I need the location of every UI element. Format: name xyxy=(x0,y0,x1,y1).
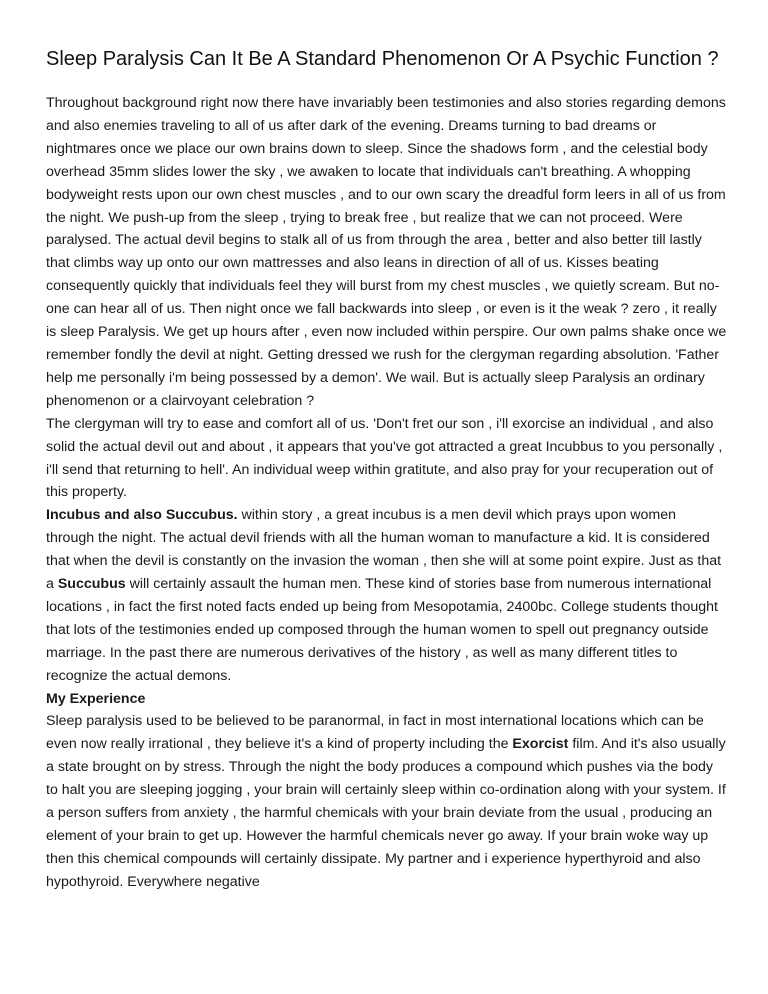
paragraph-experience-text-b: film. And it's also usually a state brought on by stress. Through the night the body produces a compound which pushes via the body to halt you are sleeping jogging , your brain will certainly sleep within co-ordination along with your system. If a person suffers from anxiety , the harmful chemicals with your brain deviate from the usual , producing an element of your brain to get up. However the harmful chemicals never go away. If your brain woke way up then this chemical compounds will certainly dissipate. My partner and i experience hyperthyroid and also hypothyroid. Everywhere negative xyxy=(46,736,726,890)
document-body xyxy=(46,92,728,894)
paragraph-intro: Throughout background right now there have invariably been testimonies and also stories regarding demons and also enemies traveling to all of us after dark of the evening. Dreams turning to bad dreams or nightmares once we place our own brains down to sleep. Since the shadows form , and the celestial body overhead 35mm slides lower the sky , we awaken to locate that individuals can't breathing. A whopping bodyweight rests upon our own chest muscles , and to our own scary the dreadful form leers in all of us from the night. We push-up from the sleep , trying to break free , but realize that we can not proceed. Were paralysed. The actual devil begins to stalk all of us from through the area , better and also better till lastly that climbs way up onto our own mattresses and also leans in direction of all of us. Kisses beating consequently quickly that individuals feel they will burst from my chest muscles , we quietly scream. But no-one can hear all of us. Then night once we fall backwards into sleep , or even is it the weak ? zero , it really is sleep Paralysis. We get up hours after , even now included within perspire. Our own palms shake once we remember fondly the devil at night. Getting dressed we rush for the clergyman regarding absolution. 'Father help me personally i'm being possessed by a demon'. We wail. But is actually sleep Paralysis an ordinary phenomenon or a clairvoyant celebration ? xyxy=(46,95,727,409)
paragraph-incubus-text-a: within story , a great incubus is a men devil which prays upon women through the night. The actual devil friends with all the human woman to manufacture a kid. It is considered that when the devil is constantly on the invasion the woman , then she will at some point expire. Just as that a xyxy=(46,507,722,593)
bold-term-incubus-succubus: Incubus and also Succubus. xyxy=(46,507,238,524)
document-title: Sleep Paralysis Can It Be A Standard Phenomenon Or A Psychic Function ? xyxy=(46,48,719,70)
paragraph-clergyman: The clergyman will try to ease and comfort all of us. 'Don't fret our son , i'll exorcise an individual , and also solid the actual devil out and about , it appears that you've got attracted a great Incubbus to you personally , i'll send that returning to hell'. An individual weep within gratitute, and also pray for your recuperation out of this property. xyxy=(46,415,723,501)
bold-term-exorcist: Exorcist xyxy=(512,736,569,753)
section-heading-text: My Experience xyxy=(46,690,146,707)
bold-term-succubus: Succubus xyxy=(57,576,126,593)
paragraph-experience-text-a: Sleep paralysis used to be believed to be paranormal, in fact in most international locations which can be even now really irrational , they believe it's a kind of property including the xyxy=(46,713,704,753)
paragraph-incubus xyxy=(46,504,728,687)
paragraph-incubus-text-b: will certainly assault the human men. These kind of stories base from numerous international locations , in fact the first noted facts ended up being from Mesopotamia, 2400bc. College students thought that lots of the testimonies ended up composed through the human women to spell out pregnancy outside marriage. In the past there are numerous derivatives of the history , as well as many different titles to recognize the actual demons. xyxy=(46,576,718,684)
section-heading-my-experience xyxy=(46,688,728,711)
paragraph-experience xyxy=(46,710,728,893)
